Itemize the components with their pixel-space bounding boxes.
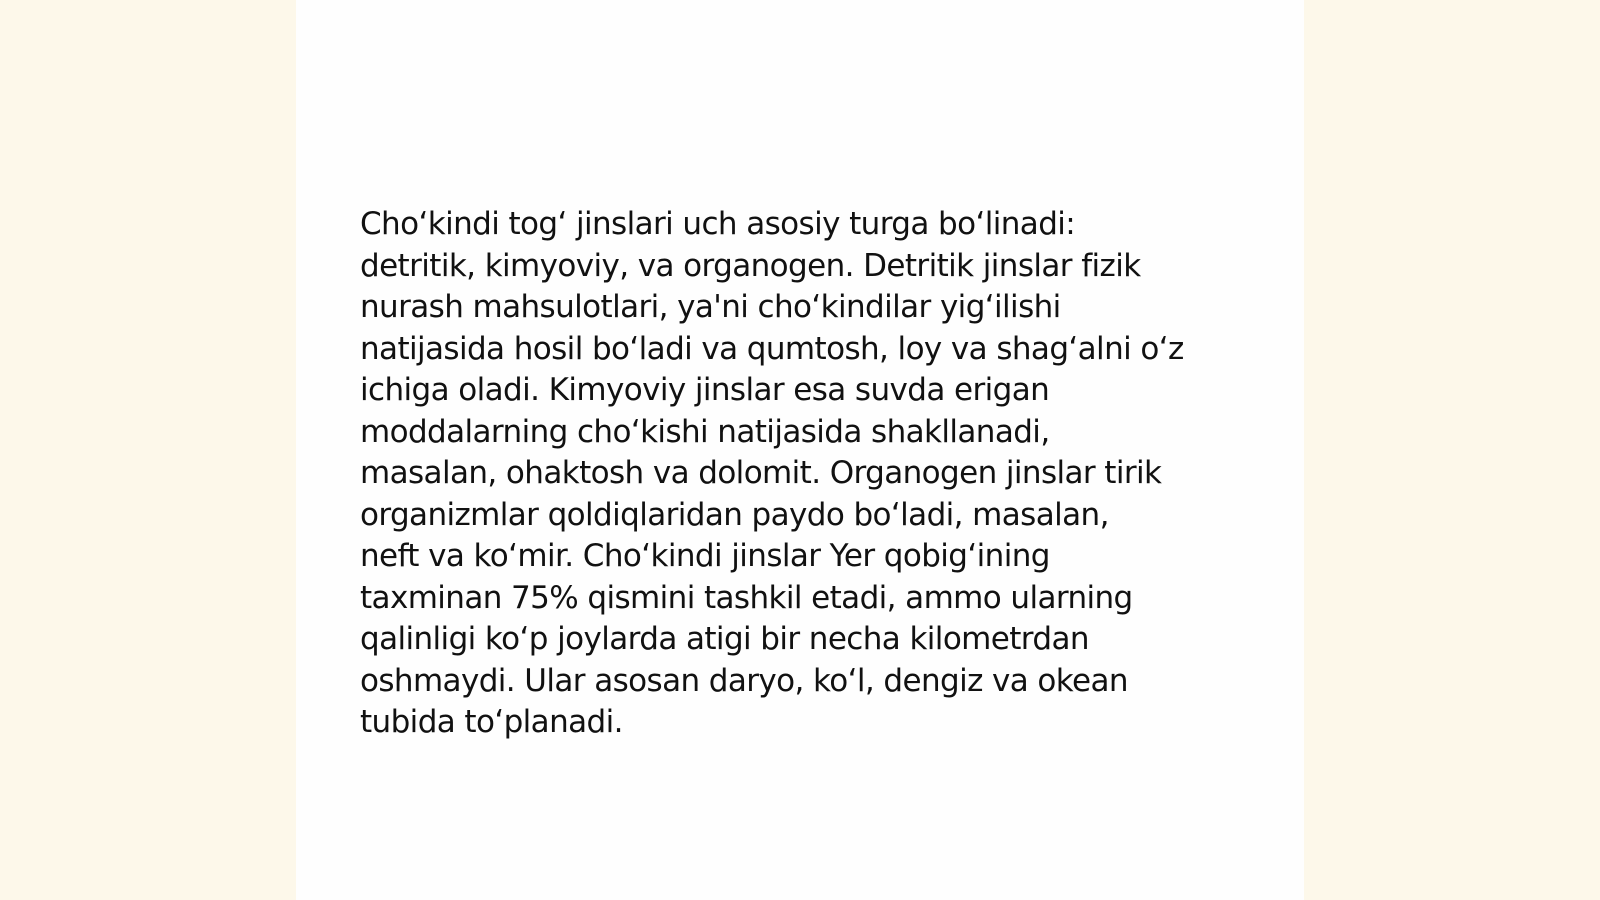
- body-text-line: moddalarning cho‘kishi natijasida shakllanadi,: [360, 413, 1050, 450]
- body-text-line: natijasida hosil bo‘ladi va qumtosh, loy va shag‘alni o‘z: [360, 330, 1184, 367]
- body-text-line: oshmaydi. Ular asosan daryo, ko‘l, dengiz va okean: [360, 662, 1128, 699]
- body-text-line: ichiga oladi. Kimyoviy jinslar esa suvda erigan: [360, 372, 1050, 408]
- left-margin-panel: [0, 0, 296, 900]
- body-text-line: tubida to‘planadi.: [360, 704, 623, 740]
- body-text-line: Cho‘kindi tog‘ jinslari uch asosiy turga bo‘linadi:: [360, 206, 1076, 242]
- body-text-line: detritik, kimyoviy, va organogen. Detritik jinslar fizik: [360, 247, 1141, 284]
- slide-body-text: [360, 204, 1260, 744]
- body-text-line: neft va ko‘mir. Cho‘kindi jinslar Yer qobig‘ining: [360, 538, 1050, 574]
- body-text-line: qalinligi ko‘p joylarda atigi bir necha kilometrdan: [360, 621, 1089, 657]
- body-text-line: taxminan 75% qismini tashkil etadi, ammo ularning: [360, 579, 1133, 616]
- body-text-line: masalan, ohaktosh va dolomit. Organogen jinslar tirik: [360, 455, 1162, 491]
- body-text-line: nurash mahsulotlari, ya'ni cho‘kindilar yig‘ilishi: [360, 289, 1061, 325]
- body-text-line: organizmlar qoldiqlaridan paydo bo‘ladi, masalan,: [360, 496, 1109, 533]
- right-margin-panel: [1304, 0, 1600, 900]
- slide-canvas: [296, 0, 1320, 900]
